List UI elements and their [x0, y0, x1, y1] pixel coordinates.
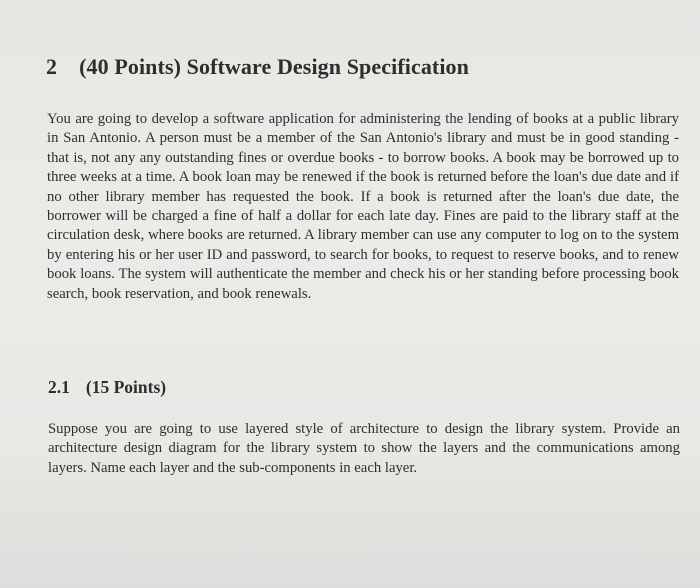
subsection-body-paragraph: Suppose you are going to use layered style of architecture to design the library system. Provide an architecture design diagram for the library system to show the layers and the communications among layers. Name each layer and the sub-components in each layer. [48, 421, 680, 476]
section-heading [46, 54, 469, 80]
section-title: (40 Points) Software Design Specification [79, 54, 469, 79]
subsection-heading [48, 377, 166, 398]
section-body-paragraph: You are going to develop a software application for administering the lending of books at a public library in San Antonio. A person must be a member of the San Antonio's library and must be in good standing - that is, not any any outstanding fines or overdue books - to borrow books. A book may be borrowed up to three weeks at a time. A book loan may be renewed if the book is returned before the loan's due date and if no other library member has requested the book. If a book is returned after the loan's due date, the borrower will be charged a fine of half a dollar for each late day. Fines are paid to the library staff at the circulation desk, where books are returned. A library member can use any computer to log on to the system by entering his or her user ID and password, to search for books, to request to reserve books, and to renew book loans. The system will authenticate the member and check his or her standing before processing book search, book reservation, and book renewals. [47, 111, 679, 302]
subsection-number: 2.1 [48, 377, 70, 397]
subsection-title: (15 Points) [85, 377, 167, 397]
section-number: 2 [46, 54, 58, 79]
